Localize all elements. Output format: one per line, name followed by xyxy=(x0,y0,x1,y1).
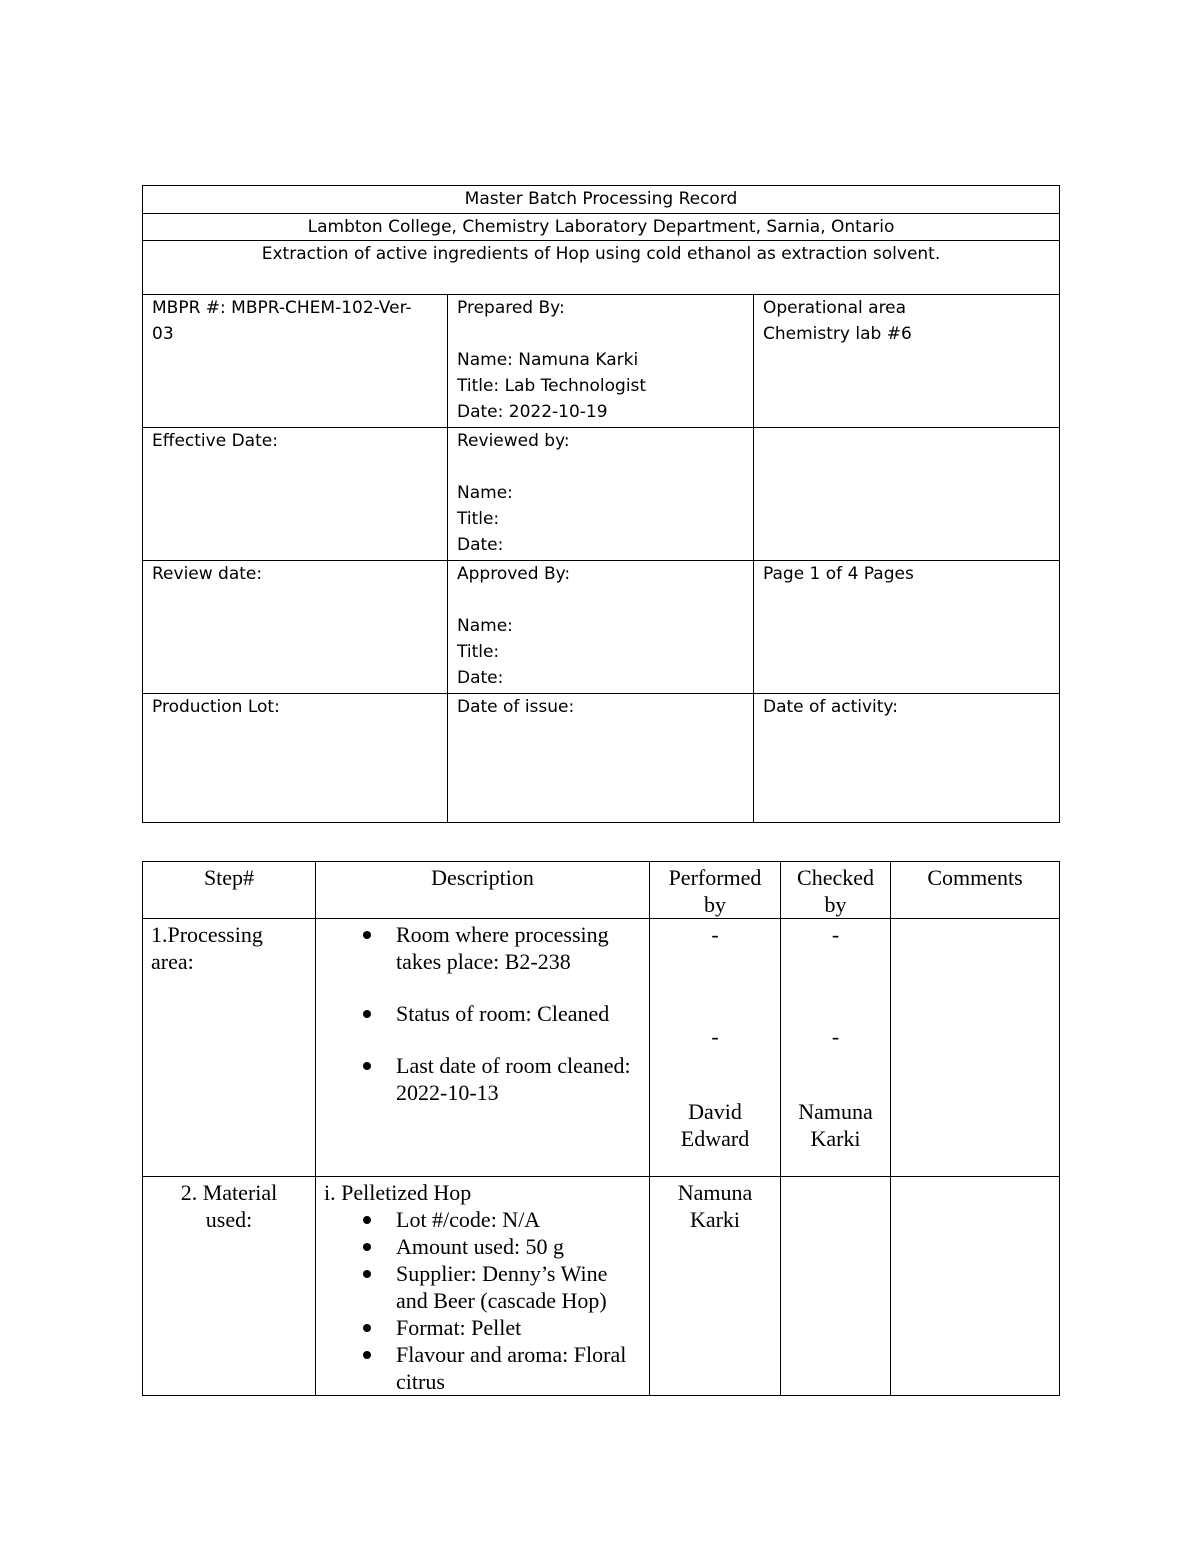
subject-line: Extraction of active ingredients of Hop using cold ethanol as extraction solvent. xyxy=(143,241,1060,295)
record-title: Master Batch Processing Record xyxy=(143,186,1060,214)
production-lot-cell xyxy=(143,694,448,823)
prepared-by-cell xyxy=(448,295,754,428)
operational-area-cell xyxy=(754,295,1060,428)
description-list xyxy=(324,921,641,1106)
reviewed-by-cell xyxy=(448,428,754,561)
step-cell: 1.Processing area: xyxy=(143,919,316,1177)
reviewed-by-date: Date: xyxy=(457,535,504,555)
list-item: Amount used: 50 g xyxy=(396,1233,641,1260)
checked-by-entry: - xyxy=(831,1024,840,1049)
list-item: Supplier: Denny’s Wine and Beer (cascade Hop) xyxy=(396,1260,641,1314)
prepared-by-title: Title: Lab Technologist xyxy=(457,376,647,396)
page-info-cell xyxy=(754,561,1060,694)
column-header-performed-by: Performed by xyxy=(650,862,781,919)
processing-steps-table xyxy=(142,861,1060,1396)
batch-record-header-table xyxy=(142,185,1060,823)
step-cell: 2. Material used: xyxy=(143,1177,316,1396)
table-row xyxy=(143,1177,1060,1396)
production-lot-label: Production Lot: xyxy=(152,697,280,717)
performed-by-cell xyxy=(650,919,781,1177)
list-item: Flavour and aroma: Floral citrus xyxy=(396,1341,641,1395)
checked-by-name: Namuna Karki xyxy=(798,1099,873,1151)
list-item: Last date of room cleaned: 2022-10-13 xyxy=(396,1052,641,1106)
performed-by-name: Namuna Karki xyxy=(677,1180,753,1232)
reviewed-by-label: Reviewed by: xyxy=(457,431,570,451)
mbpr-number: MBPR #: MBPR-CHEM-102-Ver- xyxy=(152,298,412,318)
list-item: Room where processing takes place: B2-238 xyxy=(396,921,641,975)
approved-by-cell xyxy=(448,561,754,694)
table-row xyxy=(143,919,1060,1177)
date-of-activity-label: Date of activity: xyxy=(763,697,898,717)
column-header-step: Step# xyxy=(143,862,316,919)
reviewed-by-title: Title: xyxy=(457,509,500,529)
checked-by-cell xyxy=(781,1177,891,1396)
comments-cell xyxy=(891,919,1060,1177)
approved-by-name: Name: xyxy=(457,616,513,636)
list-item: Lot #/code: N/A xyxy=(396,1206,641,1233)
description-cell xyxy=(316,1177,650,1396)
review-date-label: Review date: xyxy=(152,564,263,584)
column-header-description: Description xyxy=(316,862,650,919)
list-item: Status of room: Cleaned xyxy=(396,1000,641,1027)
date-of-issue-label: Date of issue: xyxy=(457,697,575,717)
prepared-by-date: Date: 2022-10-19 xyxy=(457,402,608,422)
performed-by-name: David Edward xyxy=(680,1099,750,1151)
date-of-issue-cell xyxy=(448,694,754,823)
approved-by-date: Date: xyxy=(457,668,504,688)
description-cell xyxy=(316,919,650,1177)
material-heading: i. Pelletized Hop xyxy=(324,1180,472,1205)
prepared-by-name: Name: Namuna Karki xyxy=(457,350,639,370)
page-info: Page 1 of 4 Pages xyxy=(763,564,914,584)
effective-date-cell xyxy=(143,428,448,561)
mbpr-number-cell xyxy=(143,295,448,428)
comments-cell xyxy=(891,1177,1060,1396)
institution-line: Lambton College, Chemistry Laboratory Department, Sarnia, Ontario xyxy=(143,214,1060,241)
column-header-checked-by: Checked by xyxy=(781,862,891,919)
checked-by-cell xyxy=(781,919,891,1177)
list-item: Format: Pellet xyxy=(396,1314,641,1341)
prepared-by-label: Prepared By: xyxy=(457,298,565,318)
mbpr-number-cont: 03 xyxy=(152,324,174,344)
approved-by-title: Title: xyxy=(457,642,500,662)
performed-by-cell xyxy=(650,1177,781,1396)
review-date-cell xyxy=(143,561,448,694)
operational-area-value: Chemistry lab #6 xyxy=(763,324,912,344)
column-header-comments: Comments xyxy=(891,862,1060,919)
reviewed-by-name: Name: xyxy=(457,483,513,503)
date-of-activity-cell xyxy=(754,694,1060,823)
approved-by-label: Approved By: xyxy=(457,564,571,584)
performed-by-entry: - xyxy=(711,922,719,947)
description-list xyxy=(324,1206,641,1395)
performed-by-entry: - xyxy=(711,1024,719,1049)
checked-by-entry: - xyxy=(831,922,840,947)
operational-area-label: Operational area xyxy=(763,298,907,318)
empty-cell xyxy=(754,428,1060,561)
effective-date-label: Effective Date: xyxy=(152,431,278,451)
